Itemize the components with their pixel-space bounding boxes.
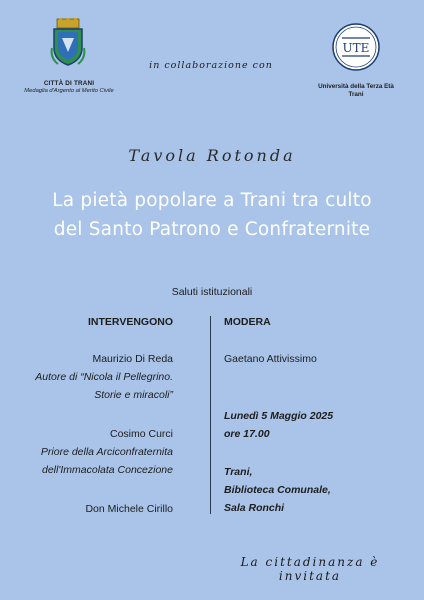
modera-heading: MODERA [224, 316, 271, 328]
speaker3-name: Don Michele Cirillo [85, 503, 173, 515]
column-divider [210, 316, 211, 514]
event-time: ore 17.00 [224, 428, 270, 440]
place-line2: Biblioteca Comunale, [224, 484, 331, 496]
ute-name-line1: Università della Terza Età [318, 83, 394, 90]
ute-logo-text: UTE [342, 41, 370, 55]
city-subtitle: Medaglia d'Argento al Merito Civile [24, 88, 114, 94]
event-title [10, 186, 414, 244]
ute-logo [332, 23, 380, 71]
speaker2-name: Cosimo Curci [109, 428, 173, 440]
intervengono-heading: INTERVENGONO [88, 316, 173, 328]
ute-name-line2: Trani [348, 91, 364, 98]
city-crest-logo [50, 18, 86, 68]
saluti-istituzionali: Saluti istituzionali [171, 286, 253, 298]
place-line1: Trani, [224, 466, 253, 478]
moderator-name: Gaetano Attivissimo [224, 353, 317, 365]
event-kicker: Tavola Rotonda [128, 146, 296, 165]
place-line3: Sala Ronchi [224, 502, 285, 514]
speaker2-role-line2: dell'Immacolata Concezione [42, 464, 173, 476]
collaboration-text: in collaborazione con [149, 60, 273, 71]
speaker1-role-line2: Storie e miracoli” [94, 389, 173, 401]
speaker2-role-line1: Priore della Arciconfraternita [40, 446, 173, 458]
city-name: CITTÀ DI TRANI [43, 80, 95, 87]
event-title-line1: La pietà popolare a Trani tra culto [52, 190, 372, 211]
ute-name [300, 83, 412, 99]
closing-invitation: La cittadinanza è invitata [240, 555, 380, 583]
speaker1-name: Maurizio Di Reda [92, 353, 173, 365]
event-date: Lunedì 5 Maggio 2025 [224, 410, 334, 422]
speaker1-role-line1: Autore di “Nicola il Pellegrino. [35, 371, 173, 383]
event-title-line2: del Santo Patrono e Confraternite [53, 219, 371, 240]
